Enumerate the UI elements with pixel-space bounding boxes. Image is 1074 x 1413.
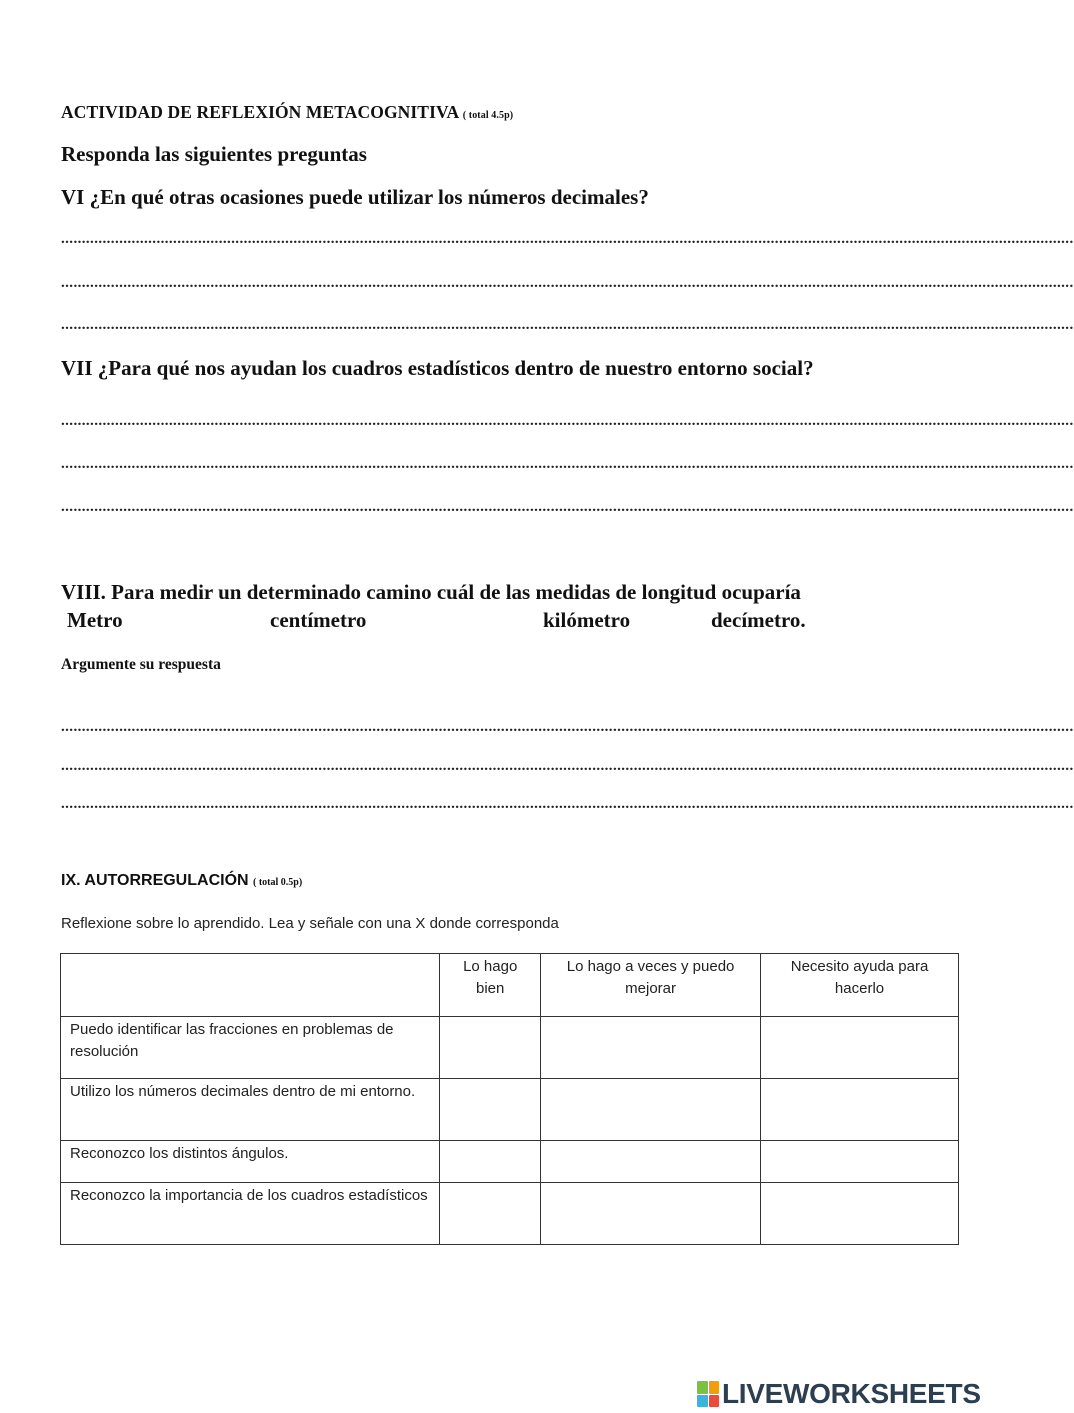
answer-line[interactable]: .................................................................................................................................................................................................................................................... (61, 317, 1074, 333)
check-cell[interactable] (761, 1141, 959, 1183)
check-cell[interactable] (761, 1183, 959, 1245)
option-kilometro: kilómetro (543, 608, 631, 632)
page-title (61, 102, 513, 123)
answer-line[interactable]: .................................................................................................................................................................................................................................................... (61, 413, 1074, 429)
header-lo-hago-bien (440, 954, 541, 1017)
header-text: Lo hago a veces y puedo mejorar (566, 958, 735, 997)
liveworksheets-logo[interactable] (697, 1378, 981, 1410)
answer-line[interactable]: .................................................................................................................................................................................................................................................... (61, 456, 1074, 472)
row-label: Reconozco la importancia de los cuadros estadísticos (61, 1183, 440, 1245)
check-cell[interactable] (541, 1079, 761, 1141)
title-text: ACTIVIDAD DE REFLEXIÓN METACOGNITIVA (61, 102, 459, 122)
check-cell[interactable] (440, 1079, 541, 1141)
header-text: Lo hago bien (463, 958, 518, 997)
option-decimetro: decímetro. (711, 608, 806, 632)
header-text: Necesito ayuda para hacerlo (790, 958, 929, 997)
table-row (61, 1079, 959, 1141)
table-row (61, 1141, 959, 1183)
question-vi: VI ¿En qué otras ocasiones puede utilizar los números decimales? (61, 185, 649, 209)
autorregulacion-points: ( total 0.5p) (253, 877, 303, 888)
header-cell-empty (61, 954, 440, 1017)
check-cell[interactable] (541, 1141, 761, 1183)
check-cell[interactable] (761, 1017, 959, 1079)
option-centimetro: centímetro (270, 608, 367, 632)
autorregulacion-heading (61, 872, 302, 890)
argue-label: Argumente su respuesta (61, 656, 221, 673)
answer-line[interactable]: .................................................................................................................................................................................................................................................... (61, 499, 1074, 515)
self-assessment-table (60, 953, 959, 1245)
row-label: Puedo identificar las fracciones en problemas de resolución (61, 1017, 440, 1079)
answer-line[interactable]: .................................................................................................................................................................................................................................................... (61, 719, 1074, 735)
header-lo-hago-a-veces (541, 954, 761, 1017)
question-vii: VII ¿Para qué nos ayudan los cuadros estadísticos dentro de nuestro entorno social? (61, 356, 814, 380)
header-necesito-ayuda (761, 954, 959, 1017)
row-label: Reconozco los distintos ángulos. (61, 1141, 440, 1183)
row-label: Utilizo los números decimales dentro de mi entorno. (61, 1079, 440, 1141)
check-cell[interactable] (541, 1017, 761, 1079)
question-viii: VIII. Para medir un determinado camino cuál de las medidas de longitud ocuparía (61, 580, 801, 604)
option-metro: Metro (67, 608, 123, 632)
check-cell[interactable] (440, 1183, 541, 1245)
logo-text: LIVEWORKSHEETS (722, 1378, 981, 1409)
answer-line[interactable]: .................................................................................................................................................................................................................................................... (61, 758, 1074, 774)
answer-line[interactable]: .................................................................................................................................................................................................................................................... (61, 231, 1074, 247)
table-header-row (61, 954, 959, 1017)
autorregulacion-instruction: Reflexione sobre lo aprendido. Lea y señale con una X donde corresponda (61, 915, 559, 932)
title-points: ( total 4.5p) (462, 110, 514, 121)
check-cell[interactable] (440, 1141, 541, 1183)
instruction-text: Responda las siguientes preguntas (61, 142, 367, 166)
autorregulacion-title: IX. AUTORREGULACIÓN (61, 872, 249, 889)
table-row (61, 1017, 959, 1079)
liveworksheets-logo-icon (697, 1381, 719, 1407)
table-row (61, 1183, 959, 1245)
check-cell[interactable] (541, 1183, 761, 1245)
answer-line[interactable]: .................................................................................................................................................................................................................................................... (61, 275, 1074, 291)
check-cell[interactable] (761, 1079, 959, 1141)
answer-line[interactable]: .................................................................................................................................................................................................................................................... (61, 796, 1074, 812)
check-cell[interactable] (440, 1017, 541, 1079)
